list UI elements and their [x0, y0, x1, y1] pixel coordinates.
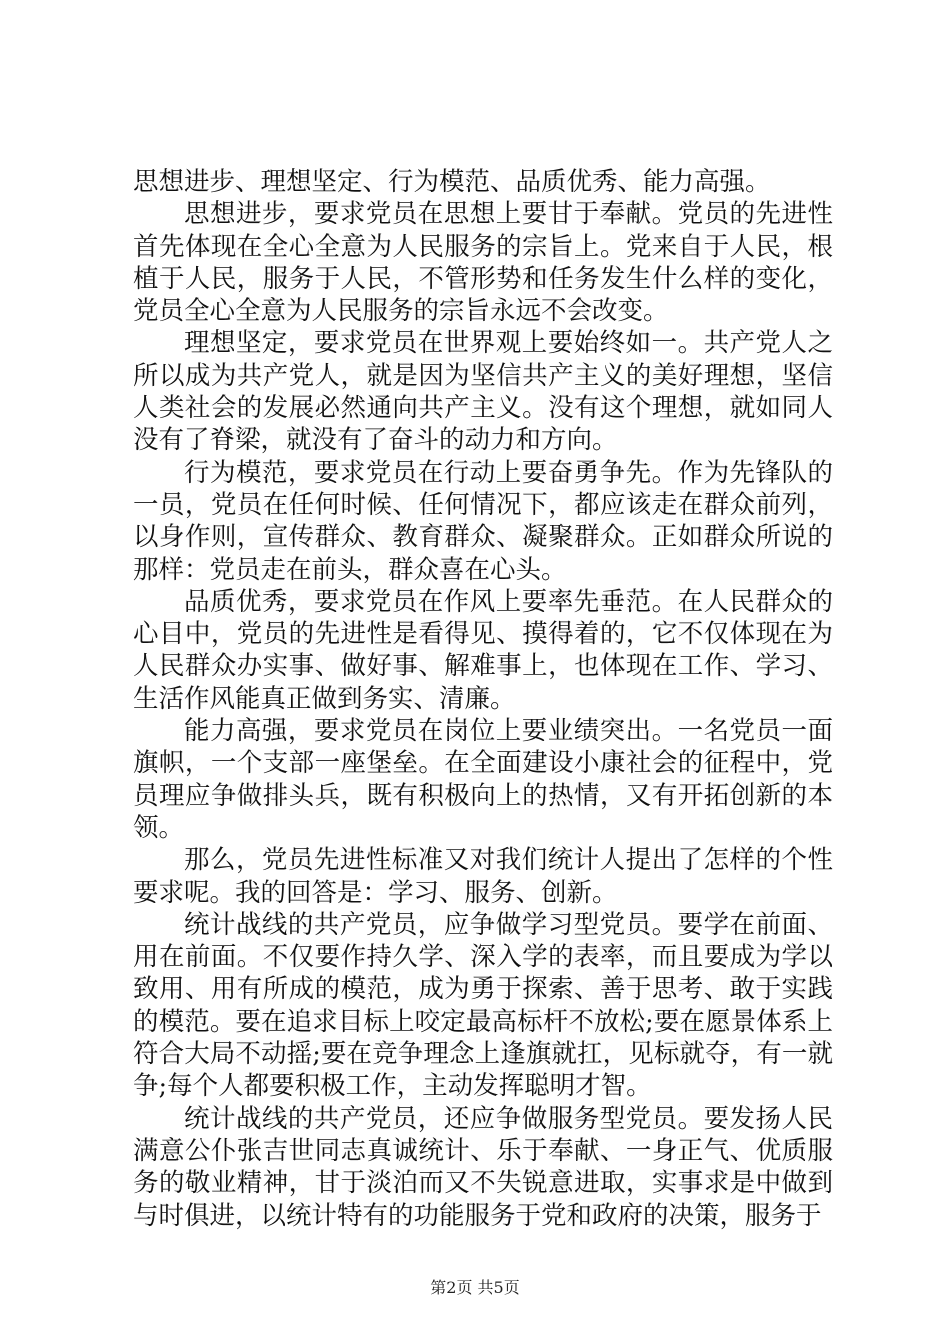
paragraph-3: 理想坚定，要求党员在世界观上要始终如一。共产党人之所以成为共产党人，就是因为坚信共产主义的美好理想，坚信人类社会的发展必然通向共产主义。没有这个理想，就如同人没有了脊梁，就没有了奋斗的动力和方向。: [133, 328, 833, 456]
paragraph-1: 思想进步、理想坚定、行为模范、品质优秀、能力高强。: [133, 167, 771, 197]
document-body: [133, 166, 833, 1232]
paragraph-6: 能力高强，要求党员在岗位上要业绩突出。一名党员一面旗帜，一个支部一座堡垒。在全面建设小康社会的征程中，党员理应争做排头兵，既有积极向上的热情，又有开拓创新的本领。: [133, 716, 833, 843]
paragraph-4: 行为模范，要求党员在行动上要奋勇争先。作为先锋队的一员，党员在任何时候、任何情况下，都应该走在群众前列，以身作则，宣传群众、教育群众、凝聚群众。正如群众所说的那样：党员走在前头，群众喜在心头。: [133, 457, 833, 585]
page-number-footer: 第2页 共5页: [430, 1278, 520, 1297]
paragraph-8: 统计战线的共产党员，应争做学习型党员。要学在前面、用在前面。不仅要作持久学、深入学的表率，而且要成为学以致用、用有所成的模范，成为勇于探索、善于思考、敢于实践的模范。要在追求目标上咬定最高标杆不放松;要在愿景体系上符合大局不动摇;要在竞争理念上逢旗就扛，见标就夺，有一就争;每个人都要积极工作，主动发挥聪明才智。: [133, 909, 833, 1102]
paragraph-2: 思想进步，要求党员在思想上要甘于奉献。党员的先进性首先体现在全心全意为人民服务的宗旨上。党来自于人民，根植于人民，服务于人民，不管形势和任务发生什么样的变化，党员全心全意为人民服务的宗旨永远不会改变。: [133, 199, 833, 327]
paragraph-7: 那么，党员先进性标准又对我们统计人提出了怎样的个性要求呢。我的回答是：学习、服务、创新。: [133, 845, 833, 908]
paragraph-5: 品质优秀，要求党员在作风上要率先垂范。在人民群众的心目中，党员的先进性是看得见、摸得着的，它不仅体现在为人民群众办实事、做好事、解难事上，也体现在工作、学习、生活作风能真正做到务实、清廉。: [133, 586, 833, 714]
paragraph-9: 统计战线的共产党员，还应争做服务型党员。要发扬人民满意公仆张吉世同志真诚统计、乐于奉献、一身正气、优质服务的敬业精神，甘于淡泊而又不失锐意进取，实事求是中做到与时俱进，以统计特有的功能服务于党和政府的决策，服务于: [133, 1103, 833, 1231]
